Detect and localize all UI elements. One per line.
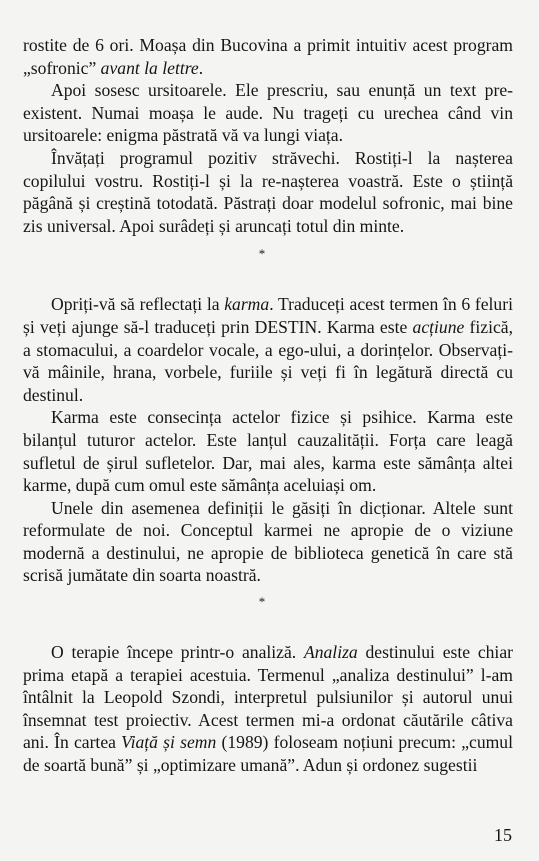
paragraph-5: [23, 406, 513, 496]
page-number: 15: [494, 825, 512, 845]
italic-text: Viață și semn: [121, 732, 217, 753]
section-separator: *: [258, 594, 266, 610]
paragraph-7: [23, 641, 513, 777]
paragraph-6: [23, 497, 513, 587]
text-run: Karma este consecința actelor fizice și psihice. Karma este bilanțul tuturor actelor. Este lanțul cauzalității. Forța care leagă sufletul de șirul sufletelor. Dar, mai ales, karma este sămânța altei karme, după cum omul este sămânța aceluiași om.: [23, 407, 513, 496]
text-run: Învățați programul pozitiv străvechi. Rostiți-l la nașterea copilului vostru. Rostiți-l și la re-nașterea voastră. Este o știință păgână și creștină totodată. Păstrați doar modelul sofronic, mai bine zis universal. Apoi surâdeți și aruncați totul din minte.: [23, 147, 513, 236]
text-run: fizică, a stomacului, a coardelor vocale, a ego-ului, a dorințelor. Observați-vă mâinile, hrana, vorbele, furiile și veți fi în legătură directă cu destinul.: [23, 316, 513, 405]
text-run: . Traduceți acest termen în 6 feluri și veți ajunge să-l traduceți prin DESTIN. Karma este: [23, 294, 513, 337]
paragraph-3: [23, 147, 513, 237]
text-run: (1989) foloseam noțiuni precum: „cumul de soartă bună” și „optimizare umană”. Adun și ordonez sugestii: [23, 732, 513, 776]
italic-text: acțiune: [412, 316, 465, 337]
paragraph-4: [23, 293, 513, 406]
paragraph-1: [23, 34, 513, 79]
text-run: rostite de 6 ori. Moașa din Bucovina a primit intuitiv acest program „sofronic”: [23, 35, 513, 78]
text-run: Apoi sosesc ursitoarele. Ele prescriu, sau enunță un text pre-existent. Numai moașa le aude. Nu trageți cu urechea când vin ursitoarele: enigma păstrată vă va lungi viața.: [23, 80, 513, 146]
paragraph-2: [23, 79, 513, 147]
section-separator: *: [258, 246, 266, 262]
text-run: .: [198, 57, 204, 78]
text-run: Opriți-vă să reflectați la: [51, 294, 225, 315]
text-run: Unele din asemenea definiții le găsiți în dicționar. Altele sunt reformulate de noi. Conceptul karmei ne apropie de o viziune modernă a destinului, ne apropie de biblioteca genetică în care stă scrisă jumătate din soarta noastră.: [23, 497, 513, 586]
italic-text: avant la lettre: [100, 57, 199, 78]
italic-text: Analiza: [303, 642, 358, 663]
italic-text: karma: [224, 294, 270, 315]
text-run: destinului este chiar prima etapă a terapiei acestuia. Termenul „analiza destinului” l-am întâlnit la Leopold Szondi, interpretul pulsiunilor și autorul unui însemnat test proiectiv. Acest termen mi-a ordonat căutările câtiva ani. În cartea: [23, 642, 513, 753]
text-run: O terapie începe printr-o analiză.: [51, 642, 304, 663]
